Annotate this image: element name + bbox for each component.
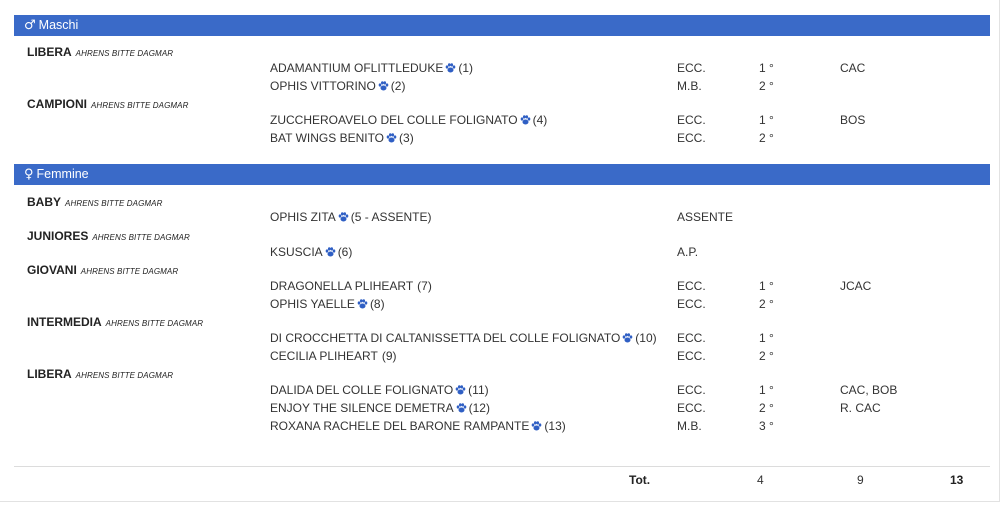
grade: ECC. [677, 279, 706, 293]
grade: ECC. [677, 113, 706, 127]
class-name: JUNIORES [27, 229, 89, 243]
placement: 2 ° [759, 349, 774, 363]
judge-name: AHRENS BITTE DAGMAR [65, 199, 163, 208]
judge-name: AHRENS BITTE DAGMAR [75, 371, 174, 380]
dog-name[interactable]: OPHIS ZITA [270, 210, 336, 224]
catalog-number: (11) [468, 383, 489, 397]
entry-row [0, 79, 1000, 95]
dog-cell[interactable] [270, 79, 405, 93]
award: CAC, BOB [840, 383, 898, 397]
paw-icon[interactable] [325, 246, 336, 256]
paw-icon[interactable] [456, 402, 467, 412]
dog-name[interactable]: ADAMANTIUM OFLITTLEDUKE [270, 61, 444, 75]
section-title: Femmine [36, 167, 89, 181]
catalog-number: (10) [635, 331, 657, 345]
dog-name[interactable]: KSUSCIA [270, 245, 323, 259]
dog-name[interactable]: DALIDA DEL COLLE FOLIGNATO [270, 383, 454, 397]
dog-cell[interactable] [270, 61, 473, 75]
paw-icon[interactable] [386, 132, 397, 142]
entry-row [0, 279, 1000, 295]
class-heading [27, 263, 178, 277]
class-name: INTERMEDIA [27, 315, 102, 329]
section-header-femmine [14, 164, 990, 185]
paw-icon[interactable] [445, 62, 456, 72]
grade: ASSENTE [677, 210, 734, 224]
class-heading [27, 315, 203, 329]
entry-row [0, 297, 1000, 313]
female-symbol-icon: ♀ [24, 167, 34, 182]
judge-name: AHRENS BITTE DAGMAR [80, 267, 179, 276]
dog-cell[interactable] [270, 245, 352, 259]
catalog-number: (4) [532, 113, 548, 127]
catalog-number: (8) [369, 297, 385, 311]
dog-name[interactable]: DRAGONELLA PLIHEART [270, 279, 414, 293]
award: BOS [840, 113, 866, 127]
male-symbol-icon: ♂ [24, 18, 36, 33]
grade: ECC. [677, 383, 706, 397]
entry-row [0, 401, 1000, 417]
class-heading [27, 195, 162, 209]
class-name: GIOVANI [27, 263, 77, 277]
dog-cell[interactable] [270, 419, 566, 433]
class-name: CAMPIONI [27, 97, 87, 111]
placement: 1 ° [759, 61, 774, 75]
entry-row [0, 331, 1000, 347]
placement: 1 ° [759, 113, 774, 127]
catalog-number: (9) [381, 349, 397, 363]
catalog-number: (3) [399, 131, 414, 145]
placement: 2 ° [759, 79, 774, 93]
paw-icon[interactable] [520, 114, 531, 124]
class-name: LIBERA [27, 367, 72, 381]
entry-row [0, 61, 1000, 77]
entry-row [0, 113, 1000, 129]
placement: 2 ° [759, 297, 774, 311]
class-heading [27, 45, 173, 59]
entry-row [0, 131, 1000, 147]
paw-icon[interactable] [531, 420, 542, 430]
dog-cell[interactable] [270, 401, 490, 415]
judge-name: AHRENS BITTE DAGMAR [105, 319, 204, 328]
dog-cell[interactable] [270, 279, 432, 293]
dog-name[interactable]: ENJOY THE SILENCE DEMETRA [270, 401, 454, 415]
dog-cell[interactable] [270, 297, 385, 311]
dog-name[interactable]: OPHIS VITTORINO [270, 79, 376, 93]
entry-row [0, 419, 1000, 435]
paw-icon[interactable] [455, 384, 466, 394]
footer-divider [14, 466, 990, 467]
grade: ECC. [677, 401, 706, 415]
entry-row [0, 349, 1000, 365]
placement: 2 ° [759, 401, 774, 415]
class-name: BABY [27, 195, 62, 209]
grade: ECC. [677, 131, 706, 145]
totals-label: Tot. [629, 473, 651, 487]
paw-icon[interactable] [622, 332, 633, 342]
entry-row [0, 210, 1000, 226]
entry-row [0, 245, 1000, 261]
paw-icon[interactable] [357, 298, 368, 308]
grade: ECC. [677, 331, 706, 345]
dog-name[interactable]: CECILIA PLIHEART [270, 349, 378, 363]
judge-name: AHRENS BITTE DAGMAR [92, 233, 190, 242]
entry-row [0, 383, 1000, 399]
placement: 1 ° [759, 279, 774, 293]
award: R. CAC [840, 401, 881, 415]
dog-name[interactable]: ZUCCHEROAVELO DEL COLLE FOLIGNATO [270, 113, 518, 127]
placement: 1 ° [759, 383, 774, 397]
judge-name: AHRENS BITTE DAGMAR [75, 49, 174, 58]
dog-cell[interactable] [270, 210, 431, 224]
section-title: Maschi [38, 18, 79, 32]
award: CAC [840, 61, 866, 75]
section-header-maschi [14, 15, 990, 36]
dog-name[interactable]: OPHIS YAELLE [270, 297, 355, 311]
dog-cell[interactable] [270, 331, 657, 345]
catalog-number: (6) [337, 245, 353, 259]
placement: 3 ° [759, 419, 774, 433]
paw-icon[interactable] [338, 211, 349, 221]
catalog-number: (13) [544, 419, 566, 433]
dog-cell[interactable] [270, 113, 547, 127]
dog-name[interactable]: BAT WINGS BENITO [270, 131, 385, 145]
total-entries: 13 [950, 473, 964, 487]
catalog-number: (7) [417, 279, 432, 293]
award: JCAC [840, 279, 872, 293]
catalog-number: (1) [458, 61, 474, 75]
catalog-number: (2) [390, 79, 406, 93]
class-name: LIBERA [27, 45, 72, 59]
dog-cell[interactable] [270, 383, 489, 397]
class-heading [27, 229, 190, 243]
paw-icon[interactable] [378, 80, 389, 90]
grade: ECC. [677, 349, 706, 363]
placement: 2 ° [759, 131, 774, 145]
total-females: 9 [857, 473, 864, 487]
dog-cell[interactable] [270, 349, 397, 363]
dog-cell[interactable] [270, 131, 414, 145]
catalog-number: (12) [468, 401, 490, 415]
grade: M.B. [677, 419, 702, 433]
grade: ECC. [677, 297, 706, 311]
judge-name: AHRENS BITTE DAGMAR [91, 101, 189, 110]
placement: 1 ° [759, 331, 774, 345]
dog-name[interactable]: ROXANA RACHELE DEL BARONE RAMPANTE [270, 419, 530, 433]
class-heading [27, 367, 173, 381]
grade: A.P. [677, 245, 699, 259]
dog-name[interactable]: DI CROCCHETTA DI CALTANISSETTA DEL COLLE FOLIGNATO [270, 331, 621, 345]
catalog-number: (5 - ASSENTE) [350, 210, 432, 224]
grade: M.B. [677, 79, 702, 93]
total-placed: 4 [757, 473, 764, 487]
grade: ECC. [677, 61, 706, 75]
class-heading [27, 97, 188, 111]
